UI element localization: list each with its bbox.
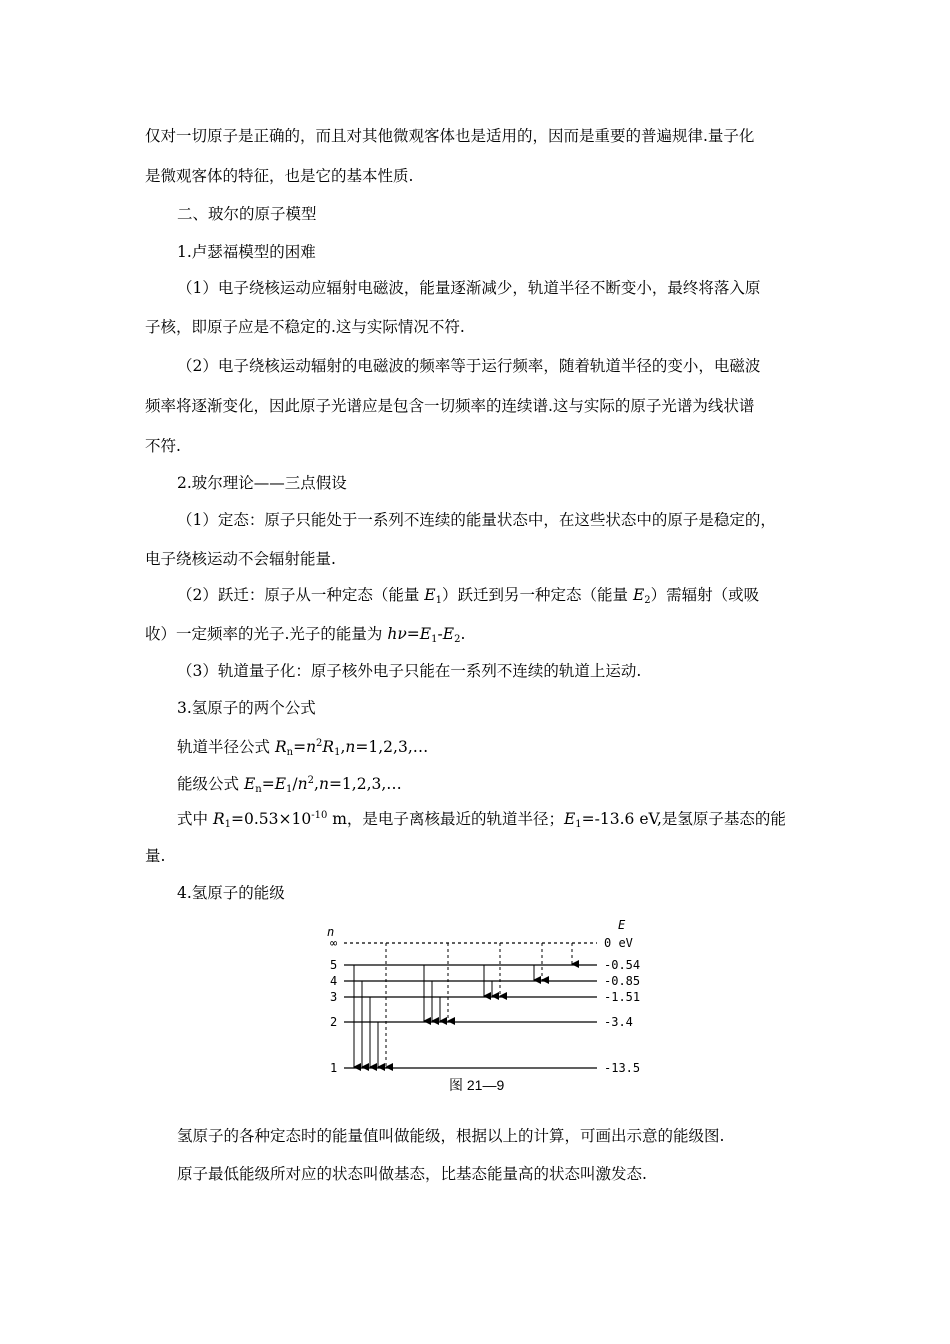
energy-value-label: -1.51 bbox=[604, 990, 641, 1004]
text-run: 能级公式 bbox=[177, 775, 244, 793]
math-superscript: -10 bbox=[311, 810, 328, 821]
math-operator: = bbox=[293, 738, 307, 756]
text-run: 收）一定频率的光子.光子的能量为 bbox=[145, 625, 388, 643]
text-run: 轨道半径公式 bbox=[177, 738, 275, 756]
math-subscript: 1 bbox=[435, 595, 442, 606]
math-symbol: n bbox=[318, 775, 329, 793]
math-subscript: 1 bbox=[286, 784, 293, 795]
quantum-number-label: 4 bbox=[330, 974, 338, 988]
paragraph-line: 是微观客体的特征，也是它的基本性质. bbox=[145, 167, 414, 185]
math-subscript: 1 bbox=[575, 819, 582, 830]
paragraph-line: （3）轨道量子化：原子核外电子只能在一系列不连续的轨道上运动. bbox=[177, 662, 642, 680]
quantum-number-label: 1 bbox=[330, 1061, 338, 1075]
figure-caption: 图 21—9 bbox=[449, 1077, 505, 1093]
paragraph-line: （1）定态：原子只能处于一系列不连续的能量状态中，在这些状态中的原子是稳定的， bbox=[177, 511, 776, 529]
paragraph-line bbox=[177, 806, 786, 835]
paragraph-line: 不符. bbox=[145, 437, 181, 455]
text-run: ）需辐射（或吸 bbox=[650, 586, 760, 604]
quantum-number-label: 2 bbox=[330, 1015, 338, 1029]
energy-value-label: -0.54 bbox=[604, 958, 641, 972]
paragraph-line: 收）一定频率的光子.光子的能量为 $h\nu=E_1-E_2$. bbox=[145, 625, 466, 645]
paragraph-line: 仅对一切原子是正确的，而且对其他微观客体也是适用的，因而是重要的普遍规律.量子化 bbox=[145, 127, 755, 145]
text-run: 式中 bbox=[177, 810, 213, 828]
paragraph-line: 氢原子的各种定态时的能量值叫做能级，根据以上的计算，可画出示意的能级图. bbox=[177, 1127, 725, 1145]
math-symbol: E bbox=[424, 586, 436, 604]
text-run: =0.53×10 bbox=[230, 810, 312, 828]
math-symbol: n bbox=[306, 738, 317, 756]
paragraph-line: 量. bbox=[145, 847, 166, 865]
math-operator: = bbox=[406, 625, 420, 643]
math-superscript: 2 bbox=[316, 738, 323, 749]
math-subscript: 1 bbox=[431, 634, 438, 645]
section-heading: 二、玻尔的原子模型 bbox=[177, 205, 317, 223]
math-symbol: R bbox=[274, 738, 287, 756]
math-operator: / bbox=[292, 775, 298, 793]
math-subscript: 1 bbox=[334, 747, 341, 758]
text-run: , bbox=[340, 738, 346, 756]
math-operator: - bbox=[437, 625, 443, 643]
paragraph-line: （1）电子绕核运动应辐射电磁波，能量逐渐减少，轨道半径不断变小，最终将落入原 bbox=[177, 279, 761, 297]
formula-line bbox=[177, 734, 428, 763]
energy-value-label: -13.5 bbox=[604, 1061, 641, 1075]
subsection-heading: 2.玻尔理论——三点假设 bbox=[177, 474, 347, 492]
math-subscript: n bbox=[286, 747, 294, 758]
text-run: m，是电子离核最近的轨道半径； bbox=[327, 810, 564, 828]
math-symbol: E bbox=[632, 586, 645, 604]
energy-level-diagram bbox=[322, 915, 652, 1080]
paragraph-line: 频率将逐渐变化，因此原子光谱应是包含一切频率的连续谱.这与实际的原子光谱为线状谱 bbox=[145, 397, 755, 415]
math-superscript: 2 bbox=[307, 775, 315, 786]
text-run: =1,2,3,… bbox=[328, 775, 402, 793]
math-symbol: E bbox=[274, 775, 287, 793]
paragraph-line: 子核，即原子应是不稳定的.这与实际情况不符. bbox=[145, 318, 465, 336]
math-symbol: E bbox=[243, 775, 256, 793]
text-run: =-13.6 eV,是氢原子基态的能 bbox=[581, 810, 786, 828]
text-run: ）跃迁到另一种定态（能量 bbox=[442, 586, 633, 604]
math-symbol: ν bbox=[397, 625, 407, 643]
text-run: =1,2,3,… bbox=[355, 738, 429, 756]
e-axis-label: E bbox=[618, 918, 626, 932]
text-run: （2）跃迁：原子从一种定态（能量 bbox=[177, 586, 425, 604]
quantum-number-label: 3 bbox=[330, 990, 338, 1004]
math-symbol: R bbox=[322, 738, 335, 756]
formula-line: 能级公式 $E_n=E_1/n^2,n=1,2,3,\dots$ bbox=[177, 775, 402, 795]
math-subscript: 1 bbox=[224, 819, 231, 830]
math-symbol: E bbox=[419, 625, 432, 643]
paragraph-line: 原子最低能级所对应的状态叫做基态，比基态能量高的状态叫激发态. bbox=[177, 1165, 647, 1183]
math-symbol: E bbox=[442, 625, 455, 643]
math-operator: = bbox=[261, 775, 275, 793]
quantum-number-label: ∞ bbox=[330, 936, 338, 950]
paragraph-line bbox=[177, 585, 759, 611]
paragraph-line: （2）电子绕核运动辐射的电磁波的频率等于运行频率，随着轨道半径的变小，电磁波 bbox=[177, 357, 761, 375]
math-subscript: 2 bbox=[644, 595, 651, 606]
math-symbol: n bbox=[345, 738, 356, 756]
math-symbol: R bbox=[212, 810, 225, 828]
subsection-heading: 3.氢原子的两个公式 bbox=[177, 699, 316, 717]
math-symbol: n bbox=[297, 775, 308, 793]
math-subscript: 2 bbox=[454, 634, 461, 645]
quantum-number-label: 5 bbox=[330, 958, 338, 972]
energy-value-label: -0.85 bbox=[604, 974, 641, 988]
energy-value-label: -3.4 bbox=[604, 1015, 633, 1029]
energy-levels bbox=[330, 936, 640, 1075]
math-symbol: E bbox=[563, 810, 576, 828]
n-axis-label: n bbox=[327, 925, 335, 939]
energy-value-label: 0 eV bbox=[604, 936, 633, 950]
subsection-heading: 1.卢瑟福模型的困难 bbox=[177, 243, 316, 261]
math-symbol: h bbox=[387, 625, 398, 643]
paragraph-line: 电子绕核运动不会辐射能量. bbox=[145, 550, 336, 568]
math-subscript: n bbox=[255, 784, 262, 795]
subsection-heading: 4.氢原子的能级 bbox=[177, 884, 285, 902]
transition-arrows bbox=[354, 943, 572, 1067]
